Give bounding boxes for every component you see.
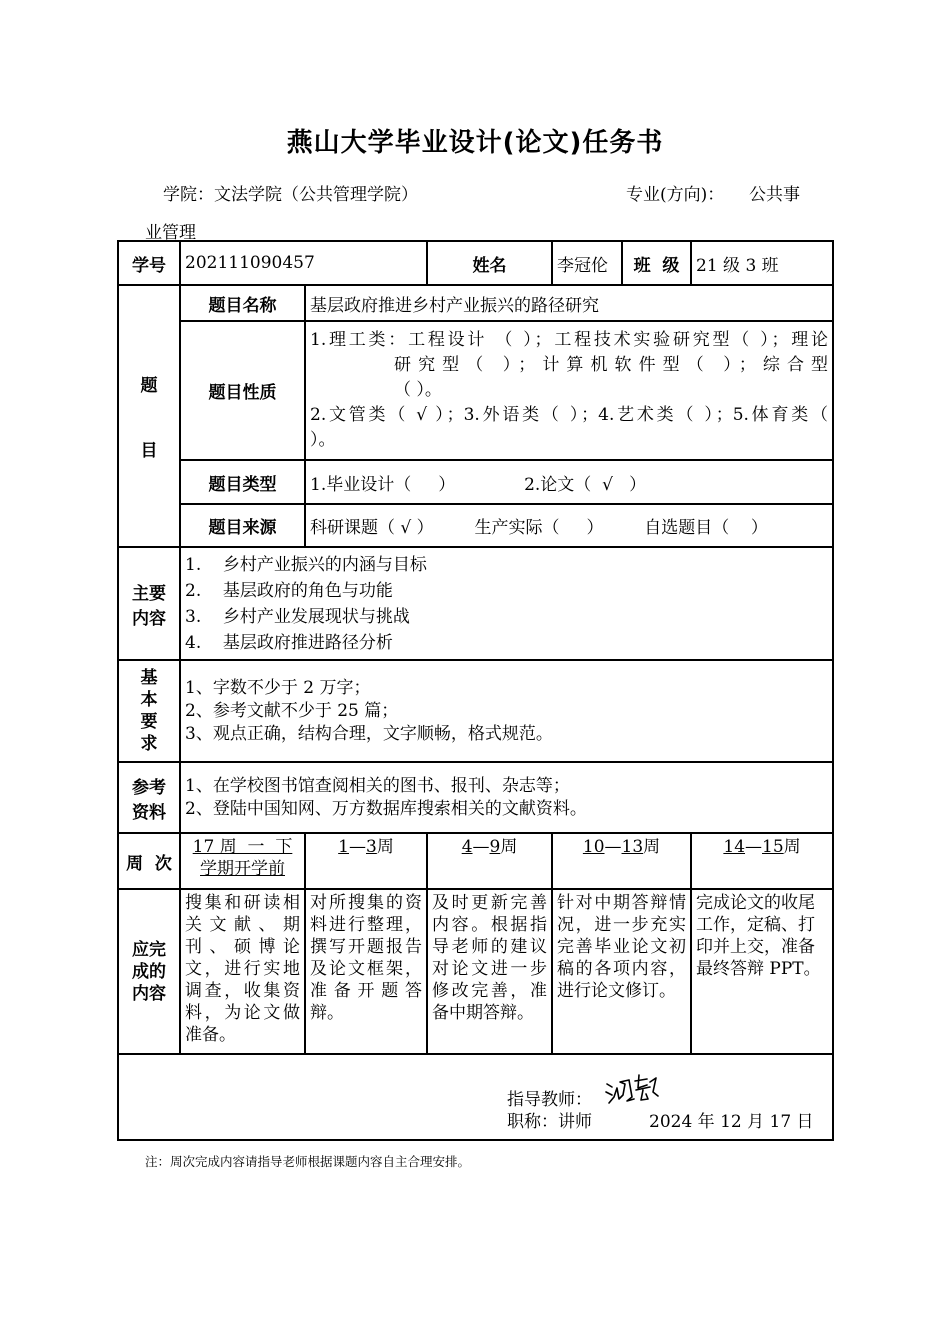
source-option-research: 科研课题（ √ ） [310,518,434,538]
topic-name-row [118,285,833,321]
advisor-label: 指导教师： [507,1090,592,1110]
nature-line-1: 1.理工类：工程设计 （ ）；工程技术实验研究型（ ）；理论 [310,330,829,350]
student-id-label: 学号 [118,241,180,285]
week-2 [305,833,427,889]
topic-label-char-1: 题 [140,376,158,396]
class-label: 班 级 [622,241,691,285]
week-2-start: 1 [338,837,349,857]
week-1 [180,833,305,889]
source-option-production: 生产实际（ ） [474,518,604,538]
plan-label [118,889,180,1054]
week-4-start: 10 [582,837,605,857]
requirements-label [118,660,180,762]
nature-line-2: 研究型（ ）；计算机软件型（ ）；综合型 [394,355,829,375]
plan-cell-3: 及时更新完善内容。根据指导老师的建议对论文进一步修改完善，准备中期答辩。 [427,889,552,1054]
list-item: 2、参考文献不少于 25 篇； [185,700,399,721]
week-1-line-1: 17 周 一 下 [192,837,293,857]
list-item: 1、字数不少于 2 万字； [185,677,371,698]
list-item: 3. 乡村产业发展现状与挑战 [185,606,410,627]
task-table [117,240,834,1141]
references-row [118,762,833,833]
plan-cell-5: 完成论文的收尾工作，定稿、打印并上交，准备最终答辩 PPT。 [691,889,833,1054]
advisor-title: 职称：讲师 [507,1112,592,1132]
signature-cell [118,1054,833,1140]
week-2-suffix: 周 [376,837,394,857]
week-3-end: 9 [489,837,501,857]
topic-type-row [118,460,833,504]
topic-nature-label: 题目性质 [180,321,305,460]
topic-type-label: 题目类型 [180,460,305,504]
advisor-signature [603,1070,663,1108]
source-option-self: 自选题目（ ） [644,518,768,538]
week-2-end: 3 [366,837,377,857]
type-option-thesis: 2.论文（ √ ） [524,474,647,495]
major-value-part1: 公共事 [749,185,800,205]
week-5-suffix: 周 [783,837,801,857]
document-title: 燕山大学毕业设计(论文)任务书 [286,128,664,158]
list-item: 1、在学校图书馆查阅相关的图书、报刊、杂志等； [185,775,570,796]
content-label-line-2: 内容 [132,608,166,629]
topic-source-row [118,504,833,547]
plan-cell-1: 搜集和研读相关文献、期刊、硕博论文，进行实地调查，收集资料，为论文做准备。 [180,889,305,1054]
requirements-row [118,660,833,762]
week-4-dash: — [604,837,622,857]
list-item: 1. 乡村产业振兴的内涵与目标 [185,554,427,575]
week-2-dash: — [349,837,366,857]
type-option-design: 1.毕业设计（ ） [310,474,456,495]
topic-nature-row [118,321,833,460]
week-3 [427,833,552,889]
student-name-value: 李冠伦 [552,241,622,285]
req-label-char: 本 [140,690,158,710]
major-label: 专业(方向)： [626,185,725,205]
main-content-label [118,547,180,660]
week-1-line-2: 学期开学前 [200,859,285,879]
plan-row [118,889,833,1054]
content-label-line-1: 主要 [132,583,166,604]
plan-label-line: 应完 [132,939,166,960]
major-value-part2: 业管理 [145,223,196,243]
req-label-char: 要 [140,712,158,732]
topic-section-label [118,285,180,547]
topic-label-char-2: 目 [140,441,158,461]
college-field: 学院：文法学院（公共管理学院） [163,185,418,205]
sign-date: 2024 年 12 月 17 日 [649,1112,814,1132]
weeks-row [118,833,833,889]
student-id-value: 202111090457 [180,241,427,285]
footnote: 注：周次完成内容请指导老师根据课题内容自主合理安排。 [145,1154,471,1169]
plan-cell-4: 针对中期答辩情况，进一步充实完善毕业论文初稿的各项内容，进行论文修订。 [552,889,691,1054]
week-3-suffix: 周 [500,837,518,857]
topic-name-label: 题目名称 [180,285,305,321]
ref-label-line-1: 参考 [132,777,166,798]
week-5-dash: — [745,837,763,857]
plan-label-line: 成的 [132,961,166,982]
req-label-char: 求 [140,734,158,754]
main-content-list [180,547,833,660]
list-item: 2. 基层政府的角色与功能 [185,580,393,601]
week-4 [552,833,691,889]
topic-source-label: 题目来源 [180,504,305,547]
week-5-end: 15 [762,837,784,857]
weeks-label: 周 次 [118,833,180,889]
list-item: 2、登陆中国知网、万方数据库搜索相关的文献资料。 [185,798,587,819]
topic-name-value: 基层政府推进乡村产业振兴的路径研究 [305,285,833,321]
signature-row [118,1054,833,1140]
topic-source-value [305,504,833,547]
class-value: 21 级 3 班 [691,241,833,285]
student-name-label: 姓名 [427,241,552,285]
nature-line-5: ）。 [310,430,336,450]
week-4-suffix: 周 [643,837,661,857]
nature-line-3: （ ）。 [394,380,442,400]
plan-cell-2: 对所搜集的资料进行整理，撰写开题报告及论文框架，准备开题答辩。 [305,889,427,1054]
week-4-end: 13 [621,837,644,857]
week-5-start: 14 [723,837,746,857]
topic-type-value [305,460,833,504]
req-label-char: 基 [140,668,158,688]
list-item: 3、观点正确，结构合理，文字顺畅，格式规范。 [185,723,553,744]
references-list [180,762,833,833]
references-label [118,762,180,833]
plan-label-line: 内容 [132,983,166,1004]
main-content-row [118,547,833,660]
topic-nature-value [305,321,833,460]
nature-line-4: 2.文管类（ √ ）；3.外语类（ ）；4.艺术类（ ）；5.体育类（ [310,405,829,425]
week-5 [691,833,833,889]
requirements-list [180,660,833,762]
week-3-start: 4 [461,837,473,857]
list-item: 4. 基层政府推进路径分析 [185,632,393,653]
week-3-dash: — [472,837,490,857]
student-info-row [118,241,833,285]
ref-label-line-2: 资料 [132,802,166,823]
